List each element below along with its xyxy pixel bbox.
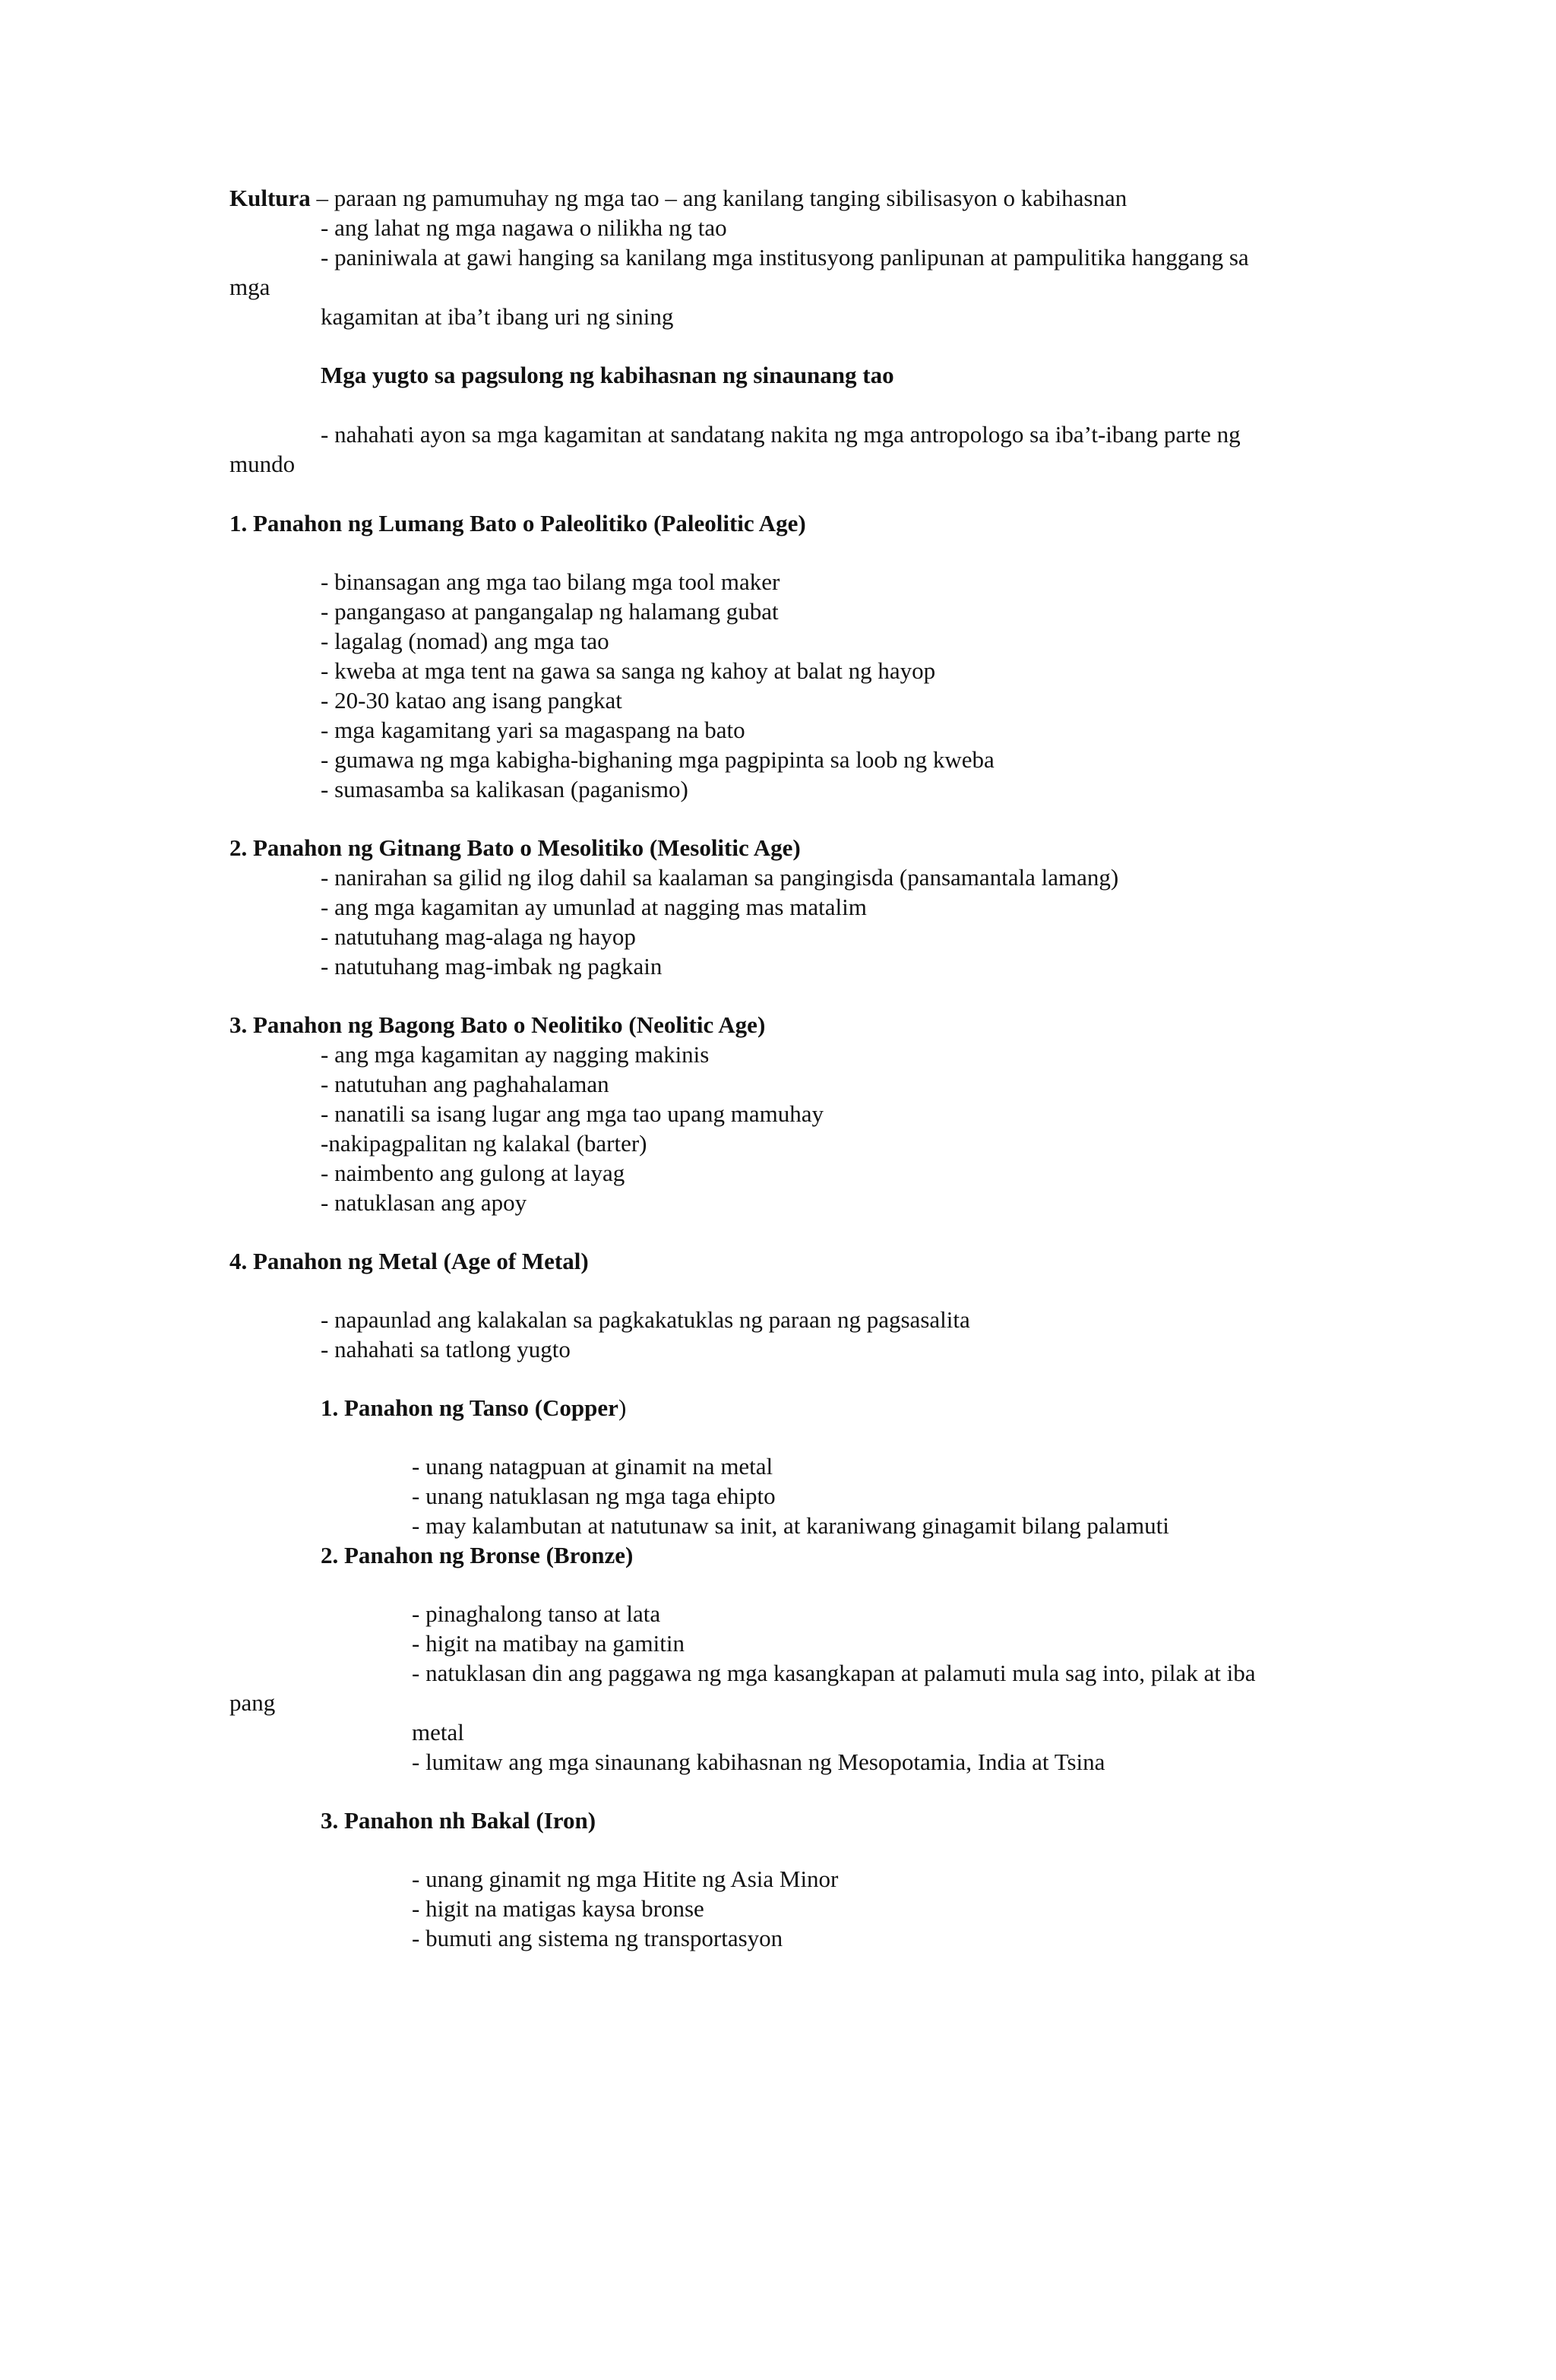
stages-heading: Mga yugto sa pagsulong ng kabihasnan ng sinaunang tao xyxy=(321,362,894,388)
neolithic-item: - natutuhan ang paghahalaman xyxy=(321,1071,609,1097)
metal-heading: 4. Panahon ng Metal (Age of Metal) xyxy=(229,1248,589,1274)
neolithic-item: - naimbento ang gulong at layag xyxy=(321,1160,625,1186)
bronze-item-wrap: pang xyxy=(229,1689,276,1716)
kultura-line-wrap: mga xyxy=(229,274,270,300)
copper-item: - may kalambutan at natutunaw sa init, at karaniwang ginagamit bilang palamuti xyxy=(412,1512,1169,1539)
metal-item: - nahahati sa tatlong yugto xyxy=(321,1336,571,1362)
iron-heading: 3. Panahon nh Bakal (Iron) xyxy=(321,1807,596,1834)
kultura-term: Kultura xyxy=(229,185,311,211)
mesolithic-item: - natutuhang mag-alaga ng hayop xyxy=(321,923,636,950)
paleolithic-item: - kweba at mga tent na gawa sa sanga ng kahoy at balat ng hayop xyxy=(321,657,936,684)
iron-item: - higit na matigas kaysa bronse xyxy=(412,1895,704,1922)
paleolithic-item: - sumasamba sa kalikasan (paganismo) xyxy=(321,776,688,802)
paleolithic-item: - lagalag (nomad) ang mga tao xyxy=(321,628,609,654)
stages-note: - nahahati ayon sa mga kagamitan at sandatang nakita ng mga antropologo sa iba’t-ibang parte ng xyxy=(321,421,1241,448)
copper-heading-tail: ) xyxy=(618,1394,627,1421)
kultura-definition xyxy=(229,184,1127,213)
neolithic-item: -nakipagpalitan ng kalakal (barter) xyxy=(321,1130,647,1157)
paleolithic-item: - mga kagamitang yari sa magaspang na bato xyxy=(321,717,745,743)
bronze-heading: 2. Panahon ng Bronse (Bronze) xyxy=(321,1542,634,1568)
copper-item: - unang natagpuan at ginamit na metal xyxy=(412,1453,773,1480)
paleolithic-item: - gumawa ng mga kabigha-bighaning mga pagpipinta sa loob ng kweba xyxy=(321,746,995,773)
mesolithic-item: - ang mga kagamitan ay umunlad at nagging mas matalim xyxy=(321,894,867,920)
paleolithic-item: - 20-30 katao ang isang pangkat xyxy=(321,687,622,714)
neolithic-item: - ang mga kagamitan ay nagging makinis xyxy=(321,1041,710,1068)
neolithic-heading: 3. Panahon ng Bagong Bato o Neolitiko (Neolitic Age) xyxy=(229,1011,766,1038)
kultura-line: kagamitan at iba’t ibang uri ng sining xyxy=(321,303,674,330)
mesolithic-item: - nanirahan sa gilid ng ilog dahil sa kaalaman sa pangingisda (pansamantala lamang) xyxy=(321,864,1119,891)
bronze-item: - lumitaw ang mga sinaunang kabihasnan ng Mesopotamia, India at Tsina xyxy=(412,1749,1105,1775)
bronze-item: - pinaghalong tanso at lata xyxy=(412,1600,661,1627)
bronze-item-wrap: metal xyxy=(412,1719,464,1745)
mesolithic-item: - natutuhang mag-imbak ng pagkain xyxy=(321,953,663,980)
kultura-line: - ang lahat ng mga nagawa o nilikha ng tao xyxy=(321,214,727,241)
iron-item: - unang ginamit ng mga Hitite ng Asia Minor xyxy=(412,1866,839,1892)
paleolithic-heading: 1. Panahon ng Lumang Bato o Paleolitiko (Paleolitic Age) xyxy=(229,510,806,536)
copper-heading-text: 1. Panahon ng Tanso (Copper xyxy=(321,1394,618,1421)
bronze-item: - natuklasan din ang paggawa ng mga kasangkapan at palamuti mula sag into, pilak at iba xyxy=(412,1660,1256,1686)
iron-item: - bumuti ang sistema ng transportasyon xyxy=(412,1925,783,1951)
neolithic-item: - nanatili sa isang lugar ang mga tao upang mamuhay xyxy=(321,1100,824,1127)
paleolithic-item: - pangangaso at pangangalap ng halamang gubat xyxy=(321,598,779,625)
paleolithic-item: - binansagan ang mga tao bilang mga tool maker xyxy=(321,568,780,595)
copper-heading xyxy=(321,1394,626,1423)
kultura-line: - paniniwala at gawi hanging sa kanilang mga institusyong panlipunan at pampulitika hanggang sa xyxy=(321,244,1249,271)
copper-item: - unang natuklasan ng mga taga ehipto xyxy=(412,1483,776,1509)
metal-item: - napaunlad ang kalakalan sa pagkakatuklas ng paraan ng pagsasalita xyxy=(321,1306,970,1333)
kultura-definition-text: – paraan ng pamumuhay ng mga tao – ang kanilang tanging sibilisasyon o kabihasnan xyxy=(310,185,1127,211)
stages-note-wrap: mundo xyxy=(229,451,296,477)
mesolithic-heading: 2. Panahon ng Gitnang Bato o Mesolitiko (Mesolitic Age) xyxy=(229,834,801,861)
neolithic-item: - natuklasan ang apoy xyxy=(321,1189,527,1216)
bronze-item: - higit na matibay na gamitin xyxy=(412,1630,685,1657)
